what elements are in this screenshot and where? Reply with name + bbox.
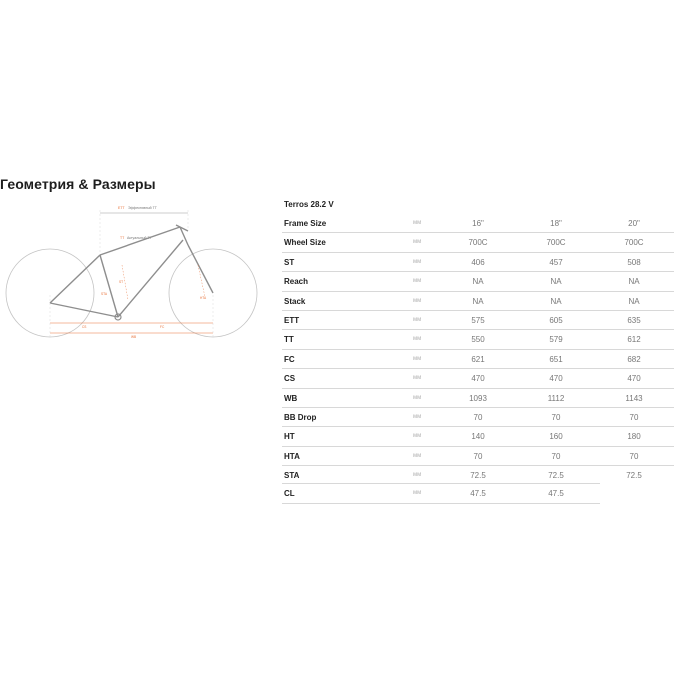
row-unit: мм (413, 413, 422, 420)
row-unit: мм (413, 433, 422, 440)
value-size-16: 470 (471, 374, 485, 384)
table-row (282, 311, 674, 330)
value-size-20: 700C (624, 238, 644, 248)
value-size-18: 70 (551, 451, 561, 461)
ett-text: Эффективный TT (128, 206, 157, 210)
value-size-16: 72.5 (470, 471, 486, 481)
value-size-16: 1093 (469, 393, 487, 403)
row-label: Reach (284, 277, 309, 287)
table-row (282, 330, 674, 349)
value-size-16: 550 (471, 335, 485, 345)
table-row (282, 447, 674, 466)
st-label: ST (119, 280, 124, 284)
value-size-20: NA (628, 296, 640, 306)
table-row (282, 233, 674, 252)
value-size-18: 72.5 (548, 471, 564, 481)
value-size-16: 575 (471, 315, 485, 325)
sta-label: STA (101, 292, 107, 296)
table-row (282, 253, 674, 272)
table-row (282, 292, 674, 311)
row-label: STA (284, 471, 300, 481)
table-row (282, 350, 674, 369)
value-size-16: 70 (473, 412, 483, 422)
value-size-16: 621 (471, 354, 485, 364)
row-unit: мм (413, 297, 422, 304)
row-unit: мм (413, 258, 422, 265)
cs-label: CS (82, 325, 87, 329)
row-unit: мм (413, 375, 422, 382)
wb-label: WB (131, 335, 137, 339)
value-size-16: 47.5 (470, 489, 486, 499)
row-label: HTA (284, 451, 300, 461)
value-size-20: 20" (628, 219, 640, 228)
value-size-16: 700C (468, 238, 488, 248)
value-size-18: 18" (550, 219, 562, 228)
row-label: BB Drop (284, 412, 317, 422)
table-row (282, 427, 674, 446)
geometry-table (282, 214, 674, 503)
row-label: Wheel Size (284, 238, 326, 248)
value-size-16: NA (472, 296, 484, 306)
value-size-20: NA (628, 277, 640, 287)
row-label: ETT (284, 315, 300, 325)
tt-text: Актуальный TT (127, 236, 152, 240)
value-size-16: 70 (473, 451, 483, 461)
row-unit: мм (413, 316, 422, 323)
row-unit: мм (413, 490, 422, 497)
table-row (282, 369, 674, 388)
row-unit: мм (413, 394, 422, 401)
row-label: Stack (284, 296, 306, 306)
row-unit: мм (413, 220, 422, 226)
value-size-16: 140 (471, 432, 485, 442)
value-size-20: 635 (627, 315, 641, 325)
value-size-20: 1143 (625, 393, 643, 403)
row-label: CS (284, 374, 296, 384)
value-size-18: 579 (549, 335, 563, 345)
value-size-16: 406 (471, 257, 485, 267)
value-size-20: 470 (627, 374, 641, 384)
value-size-18: NA (550, 296, 562, 306)
value-size-20: 612 (627, 335, 641, 345)
value-size-18: 1112 (547, 393, 565, 403)
row-label: CL (284, 489, 295, 499)
ett-label: ETT (118, 206, 125, 210)
table-row (282, 466, 674, 484)
row-unit: мм (413, 472, 422, 479)
value-size-20: 70 (629, 412, 639, 422)
value-size-16: NA (472, 277, 484, 287)
bike-geometry-diagram (0, 195, 280, 355)
page-title: Геометрия & Размеры (0, 176, 156, 192)
value-size-20: 72.5 (626, 471, 642, 481)
row-label: FC (284, 354, 295, 364)
value-size-20: 508 (627, 257, 641, 267)
value-size-20: 682 (627, 354, 641, 364)
row-label: Frame Size (284, 219, 327, 228)
row-label: ST (284, 257, 295, 267)
row-label: HT (284, 432, 295, 442)
value-size-18: 70 (551, 412, 561, 422)
row-unit: мм (413, 278, 422, 285)
model-name: Terros 28.2 V (284, 200, 334, 209)
value-size-20: 180 (627, 432, 641, 442)
table-row (282, 272, 674, 291)
table-row (282, 389, 674, 408)
row-unit: мм (413, 239, 422, 246)
value-size-18: NA (550, 277, 562, 287)
table-row (282, 484, 674, 502)
value-size-16: 16" (472, 219, 484, 228)
value-size-18: 160 (549, 432, 563, 442)
value-size-18: 47.5 (548, 489, 564, 499)
value-size-18: 457 (549, 257, 563, 267)
value-size-18: 700C (546, 238, 566, 248)
fc-label: FC (160, 325, 165, 329)
hta-label: HTA (200, 296, 207, 300)
value-size-18: 605 (549, 315, 563, 325)
value-size-20: 70 (629, 451, 639, 461)
row-label: WB (284, 393, 298, 403)
row-unit: мм (413, 336, 422, 343)
value-size-18: 651 (549, 354, 563, 364)
value-size-18: 470 (549, 374, 563, 384)
row-label: TT (284, 335, 294, 345)
tt-label: TT (120, 236, 125, 240)
table-row (282, 214, 674, 233)
table-row (282, 408, 674, 427)
row-unit: мм (413, 355, 422, 362)
row-unit: мм (413, 452, 422, 459)
